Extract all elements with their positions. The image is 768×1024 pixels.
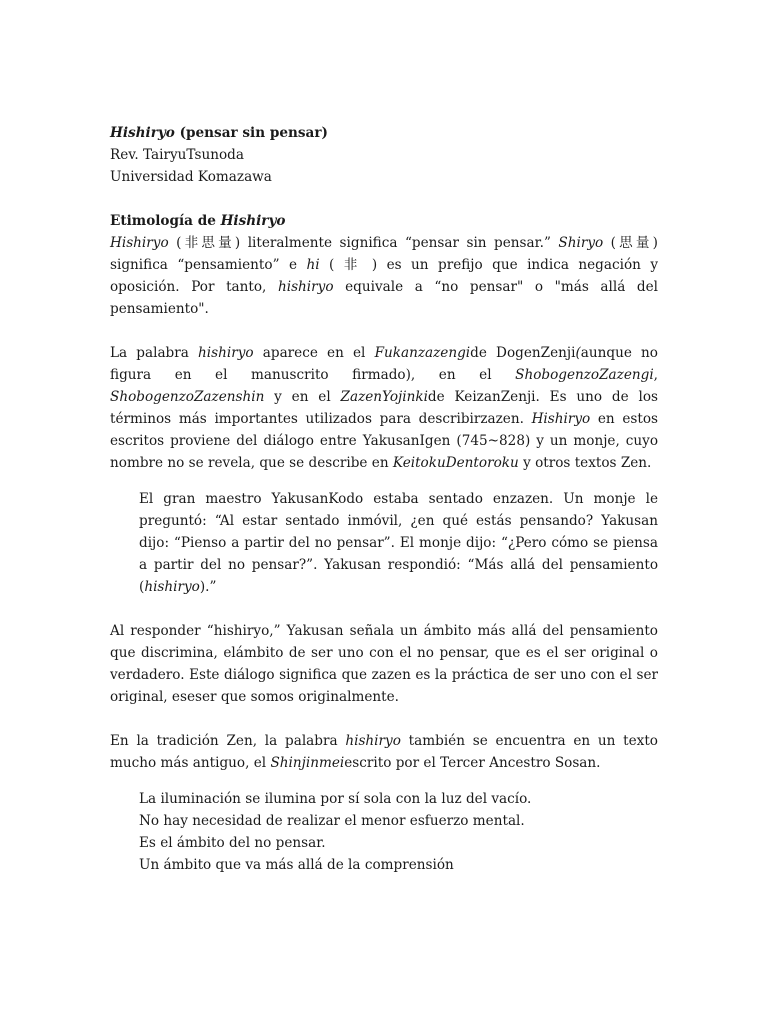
document-page — [110, 122, 658, 876]
quote-dialogue: El gran maestro YakusanKodo estaba sentado enzazen. Un monje le preguntó: “Al estar sentado inmóvil, ¿en qué estás pensando? Yakusan dijo: “Pienso a partir del no pensar”. El monje dijo: “¿Pero cómo se piensa a partir del no pensar?”. Yakusan respondió: “Más allá del pensamiento (hishiryo).” — [139, 491, 658, 595]
document-title: Hishiryo (pensar sin pensar) — [110, 125, 328, 141]
institution-line: Universidad Komazawa — [110, 169, 272, 185]
paragraph-tradition: En la tradición Zen, la palabra hishiryo también se encuentra en un texto mucho más antiguo, el Shinjinmeiescrito por el Tercer Ancestro Sosan. — [110, 733, 658, 771]
section-heading: Etimología de Hishiryo — [110, 213, 286, 229]
paragraph-interpretation: Al responder “hishiryo,” Yakusan señala un ámbito más allá del pensamiento que discrimina, elámbito de ser uno con el no pensar, que es el ser original o verdadero. Este diálogo significa que zazen es la práctica de ser uno con el ser original, eseser que somos originalmente. — [110, 623, 658, 705]
poem-line-2: No hay necesidad de realizar el menor esfuerzo mental. — [139, 813, 525, 829]
poem-line-4: Un ámbito que va más allá de la comprensión — [139, 857, 454, 873]
paragraph-sources: La palabra hishiryo aparece en el Fukanzazengide DogenZenji(aunque no figura en el manuscrito firmado), en el ShobogenzoZazengi, ShobogenzoZazenshin y en el ZazenYojinkide KeizanZenji. Es uno de los términos más importantes utilizados para describirzazen. Hishiryo en estos escritos proviene del diálogo entre YakusanIgen (745~828) y un monje, cuyo nombre no se revela, que se describe en KeitokuDentoroku y otros textos Zen. — [110, 345, 658, 471]
poem-line-1: La iluminación se ilumina por sí sola con la luz del vacío. — [139, 791, 532, 807]
author-line: Rev. TairyuTsunoda — [110, 147, 244, 163]
paragraph-etymology: Hishiryo (非思量) literalmente significa “pensar sin pensar.” Shiryo (思量) significa “pensamiento” e hi ( 非 ) es un prefijo que indica negación y oposición. Por tanto, hishiryo equivale a “no pensar" o "más allá del pensamiento". — [110, 235, 659, 317]
poem-line-3: Es el ámbito del no pensar. — [139, 835, 326, 851]
